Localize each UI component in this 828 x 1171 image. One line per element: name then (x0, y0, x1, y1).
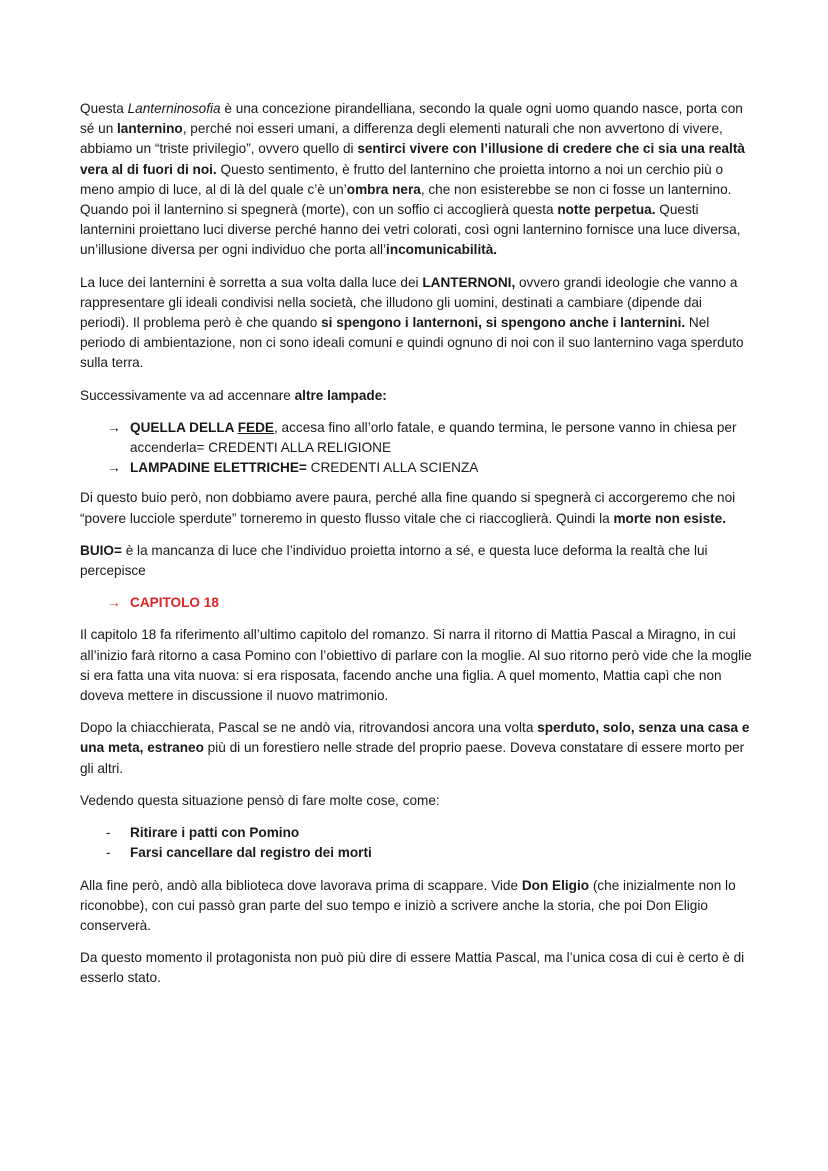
text-bold: Ritirare i patti con Pomino (130, 825, 300, 841)
text-bold: altre lampade: (294, 387, 387, 403)
text: CREDENTI ALLA SCIENZA (306, 460, 479, 476)
text-bold: BUIO= (80, 542, 122, 558)
text-bold: LANTERNONI, (422, 274, 516, 290)
text-bold: si spengono i lanternoni, si spengono anche i lanternini. (321, 315, 686, 331)
paragraph-conclusione: Da questo momento il protagonista non può più dire di essere Mattia Pascal, ma l’unica cosa di cui è certo è di esserlo stato. (80, 950, 745, 986)
text-bold: Farsi cancellare dal registro dei morti (130, 845, 372, 861)
text: ovvero grandi ideologie che vanno a rappresentare gli ideali condivisi nella società, che illudono gli uomini, destinati a cambiare (dipende dai periodi). Il problema però è che quando (80, 274, 738, 331)
paragraph-chiacchierata (80, 718, 752, 779)
dash-icon: - (106, 825, 111, 841)
text: Dopo la chiacchierata, Pascal se ne andò via, ritrovandosi ancora una volta (80, 720, 538, 736)
text-bold: sperduto, solo, senza una casa e una meta, estraneo (80, 720, 750, 756)
text: è una concezione pirandelliana, secondo la quale ogni uomo quando nasce, porta con sé un (80, 101, 743, 137)
text: Questi lanternini proiettano luci diverse perché hanno dei vetri colorati, così ogni lanternino fornisce una luce diversa, un’illusione diversa per ogni individuo che porta all’ (80, 202, 741, 258)
text: più di un forestiero nelle strade del proprio paese. Doveva constatare di essere morto per gli altri. (80, 740, 745, 776)
list-item (80, 458, 752, 478)
paragraph-altre-lampade (80, 386, 752, 406)
text-bold: notte perpetua. (557, 202, 656, 218)
paragraph-buio-paura (80, 488, 752, 528)
paragraph-capitolo-18: Il capitolo 18 fa riferimento all’ultimo capitolo del romanzo. Si narra il ritorno di Mattia Pascal a Miragno, in cui all’inizio farà ritorno a casa Pomino con l’obiettivo di parlare con la moglie. Al suo ritorno però vide che la moglie si era fatta una vita nuova: si era risposata, facendo anche una figlia. A quel momento, Mattia capì che non doveva mettere in discussione il nuovo matrimonio. (80, 627, 752, 704)
text-italic: Lanterninosofia (127, 101, 221, 116)
dash-icon: - (106, 845, 111, 861)
text-bold-underline: FEDE (237, 419, 274, 435)
paragraph-lanterninosofia (80, 99, 752, 261)
lamps-list (80, 418, 752, 479)
text: Successivamente va ad accennare (80, 387, 295, 403)
text-bold: LAMPADINE ELETTRICHE= (130, 460, 307, 476)
text-bold: Don Eligio (521, 877, 590, 893)
paragraph-lanternoni (80, 273, 752, 374)
text: è la mancanza di luce che l’individuo proietta intorno a sé, e questa luce deforma la realtà che lui percepisce (80, 542, 708, 579)
list-item (80, 418, 752, 458)
text: La luce dei lanternini è sorretta a sua volta dalla luce dei (80, 274, 423, 290)
arrow-icon: → (107, 460, 121, 476)
things-list (80, 823, 752, 863)
text-bold: incomunicabilità. (386, 242, 498, 258)
text-bold: sentirci vivere con l’illusione di credere che ci sia una realtà vera al di fuori di noi. (80, 141, 745, 177)
text: Alla fine però, andò alla biblioteca dove lavorava prima di scappare. Vide (80, 877, 522, 893)
list-item (80, 843, 752, 863)
paragraph-buio-definizione (80, 541, 752, 581)
text: (che inizialmente non lo riconobbe), con cui passò gran parte del suo tempo e iniziò a scrivere anche la storia, che poi Don Eligio conserverà. (80, 877, 736, 933)
text: Nel periodo di ambientazione, non ci sono ideali comuni e quindi ognuno di noi con il suo lanternino vaga sperduto sulla terra. (80, 315, 744, 371)
arrow-icon: → (107, 419, 121, 435)
text-bold: morte non esiste. (613, 510, 727, 526)
paragraph-biblioteca (80, 876, 752, 937)
text: Questo sentimento, è frutto del lanternino che proietta intorno a noi un cerchio più o meno ampio di luce, al di là del quale c’è un’ (80, 161, 724, 197)
list-item (80, 823, 752, 843)
text-bold: QUELLA DELLA (130, 419, 238, 435)
text: , che non esisterebbe se non ci fosse un lanternino. Quando poi il lanternino si spegnerà (morte), con un soffio ci accoglierà questa (80, 181, 732, 218)
text: , accesa fino all’orlo fatale, e quando termina, le persone vanno in chiesa per accenderla= CREDENTI ALLA RELIGIONE (130, 419, 737, 456)
text: , perché noi esseri umani, a differenza degli elementi naturali che non avvertono di vivere, abbiamo un “triste privilegio”, ovvero quello di (80, 121, 723, 157)
paragraph-situazione: Vedendo questa situazione pensò di fare molte cose, come: (80, 792, 440, 808)
arrow-icon: → (107, 595, 121, 611)
text-bold: lanternino (117, 121, 183, 137)
text: Di questo buio però, non dobbiamo avere paura, perché alla fine quando si spegnerà ci accorgeremo che noi “povere lucciole sperdute” torneremo in questo flusso vitale che ci riaccoglierà. Quindi la (80, 490, 736, 526)
chapter-title: CAPITOLO 18 (130, 595, 219, 611)
chapter-heading (80, 593, 752, 613)
text: Questa (80, 101, 128, 116)
text-bold: ombra nera (346, 181, 421, 197)
